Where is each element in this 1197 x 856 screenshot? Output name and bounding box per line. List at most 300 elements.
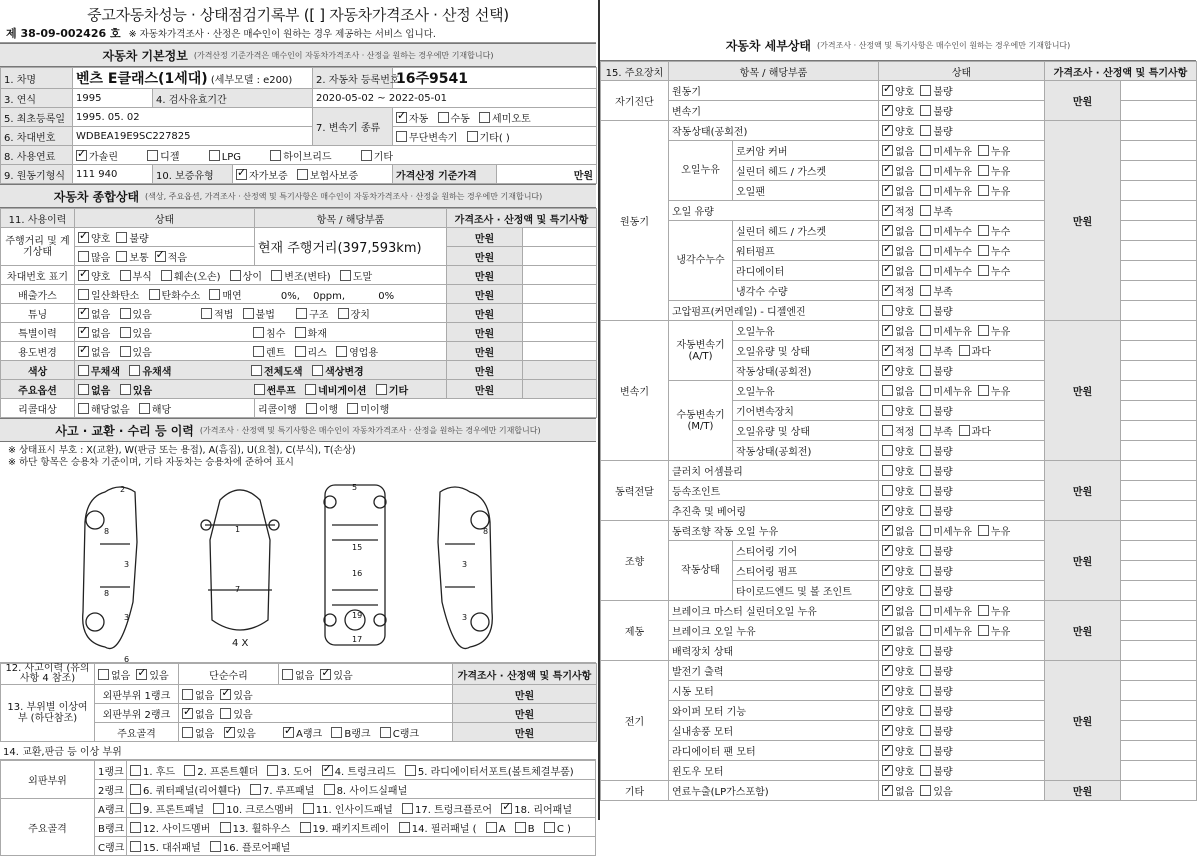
- vin-mark-damage[interactable]: 훼손(오손): [161, 272, 220, 283]
- checkbox[interactable]: [882, 705, 893, 716]
- detail-state-option[interactable]: [920, 207, 952, 218]
- detail-state-option[interactable]: [920, 747, 952, 758]
- frame-rank-c[interactable]: C랭크: [380, 729, 419, 740]
- pillar-c[interactable]: C ): [544, 824, 571, 835]
- checkbox[interactable]: [882, 145, 893, 156]
- recall-done[interactable]: 이행: [306, 405, 338, 416]
- tuning-device[interactable]: 장치: [338, 310, 370, 321]
- detail-state-option[interactable]: [978, 387, 1010, 398]
- vin-mark-altered[interactable]: 변조(변타): [271, 272, 330, 283]
- trans-opt-semi[interactable]: 세미오토: [479, 114, 531, 125]
- checkbox[interactable]: [920, 425, 931, 436]
- part-side-sill[interactable]: 8. 사이드실패널: [324, 786, 408, 797]
- detail-state-option[interactable]: [882, 427, 914, 438]
- checkbox[interactable]: [920, 385, 931, 396]
- detail-state-option[interactable]: [920, 347, 952, 358]
- detail-remark: [1121, 81, 1197, 101]
- use-change-none[interactable]: ✓ 없음: [78, 348, 110, 359]
- odo-opt-good[interactable]: ✓양호: [78, 234, 110, 245]
- detail-state-option[interactable]: [882, 527, 914, 538]
- checkbox[interactable]: [920, 365, 931, 376]
- checkbox[interactable]: [882, 325, 893, 336]
- checkbox[interactable]: [920, 625, 931, 636]
- color-change[interactable]: 색상변경: [312, 367, 364, 378]
- detail-sub-label: 작동상태: [669, 541, 733, 601]
- inspection-label: 4. 검사유효기간: [153, 89, 313, 108]
- outer1-none[interactable]: 없음: [182, 691, 214, 702]
- detail-state-option[interactable]: [920, 507, 952, 518]
- fuel-opt-diesel[interactable]: 디젤: [147, 152, 179, 163]
- detail-state-option[interactable]: [978, 247, 1010, 258]
- use-change-opts: [75, 342, 447, 361]
- checkbox[interactable]: [882, 345, 893, 356]
- detail-state-option[interactable]: [978, 607, 1010, 618]
- detail-state-option[interactable]: [920, 427, 952, 438]
- detail-state-option[interactable]: [920, 227, 972, 238]
- frame-price: 만원: [453, 723, 597, 742]
- detail-state-option[interactable]: [920, 687, 952, 698]
- detail-state-option[interactable]: [959, 427, 991, 438]
- checkbox[interactable]: [978, 605, 989, 616]
- use-change-lease[interactable]: 리스: [295, 348, 327, 359]
- color-achromatic[interactable]: 무채색: [78, 367, 120, 378]
- part-wheel-house[interactable]: 13. 휠하우스: [220, 824, 291, 835]
- checkbox[interactable]: [920, 205, 931, 216]
- detail-sub-label: 오일누유: [669, 141, 733, 201]
- part-roof-panel[interactable]: 7. 루프패널: [250, 786, 314, 797]
- detail-state-options: [879, 761, 1045, 781]
- checkbox[interactable]: [882, 425, 893, 436]
- part-hood[interactable]: 1. 후드: [130, 767, 175, 778]
- checkbox[interactable]: [920, 445, 931, 456]
- detail-state-option[interactable]: [959, 347, 991, 358]
- checkbox[interactable]: [978, 145, 989, 156]
- simple-none[interactable]: 없음: [282, 671, 314, 682]
- part-trunk-floor[interactable]: 17. 트렁크플로어: [402, 805, 492, 816]
- checkbox[interactable]: [882, 665, 893, 676]
- checkbox[interactable]: [920, 645, 931, 656]
- detail-state-option[interactable]: [920, 407, 952, 418]
- car-under-view: [324, 485, 386, 645]
- vin-mark-painted[interactable]: 도말: [340, 272, 372, 283]
- detail-state-option[interactable]: [978, 187, 1010, 198]
- frame-rank-b[interactable]: B랭크: [331, 729, 370, 740]
- detail-state-option[interactable]: [882, 767, 914, 778]
- checkbox[interactable]: [978, 245, 989, 256]
- outer-label: 외판부위: [1, 761, 95, 799]
- tuning-illegal[interactable]: 불법: [243, 310, 275, 321]
- fuel-opt-hybrid[interactable]: 하이브리드: [270, 152, 331, 163]
- checkbox[interactable]: [920, 585, 931, 596]
- detail-state-option[interactable]: [882, 207, 914, 218]
- basic-info-header: [0, 43, 596, 67]
- checkbox[interactable]: [959, 345, 970, 356]
- fuel-opt-other[interactable]: 기타: [361, 152, 393, 163]
- checkbox[interactable]: [882, 485, 893, 496]
- recall-not-done[interactable]: 미이행: [347, 405, 389, 416]
- detail-state-option[interactable]: [882, 687, 914, 698]
- checkbox[interactable]: [920, 125, 931, 136]
- checkbox[interactable]: [978, 525, 989, 536]
- trans-opt-cvt[interactable]: 무단변속기: [396, 133, 457, 144]
- detail-state-option[interactable]: [882, 87, 914, 98]
- detail-state-option[interactable]: [978, 327, 1010, 338]
- detail-state-option[interactable]: [882, 507, 914, 518]
- checkbox[interactable]: [920, 225, 931, 236]
- checkbox[interactable]: [920, 85, 931, 96]
- vin-mark-diff[interactable]: 상이: [230, 272, 262, 283]
- checkbox[interactable]: [882, 165, 893, 176]
- detail-state-option[interactable]: [920, 547, 952, 558]
- checkbox[interactable]: [882, 265, 893, 276]
- option-navigation[interactable]: 네비게이션: [305, 386, 366, 397]
- detail-state-option[interactable]: [920, 727, 952, 738]
- part-cross-member[interactable]: 10. 크로스멤버: [213, 805, 293, 816]
- detail-state-option[interactable]: [882, 727, 914, 738]
- odo-opt-many[interactable]: 많음: [78, 253, 110, 264]
- checkbox[interactable]: [920, 165, 931, 176]
- detail-remark: [1121, 181, 1197, 201]
- color-chromatic[interactable]: 유채색: [129, 367, 171, 378]
- checkbox[interactable]: [882, 565, 893, 576]
- vin-mark-good[interactable]: ✓ 양호: [78, 272, 110, 283]
- special-fire[interactable]: 화재: [295, 329, 327, 340]
- outer1-price: 만원: [453, 685, 597, 704]
- detail-state-option[interactable]: [882, 707, 914, 718]
- checkbox[interactable]: [882, 525, 893, 536]
- warranty-opt-self[interactable]: ✓ 자가보증: [236, 171, 288, 182]
- checkbox[interactable]: [882, 605, 893, 616]
- detail-state-option[interactable]: [882, 667, 914, 678]
- checkbox[interactable]: [920, 545, 931, 556]
- detail-state-option[interactable]: [920, 447, 952, 458]
- checkbox[interactable]: [882, 745, 893, 756]
- checkbox[interactable]: [882, 545, 893, 556]
- tuning-none[interactable]: ✓ 없음: [78, 310, 110, 321]
- detail-item-label: 스티어링 펌프: [733, 561, 879, 581]
- detail-state-option[interactable]: [920, 607, 972, 618]
- detail-state-option[interactable]: [882, 107, 914, 118]
- detail-state-option[interactable]: [978, 167, 1010, 178]
- part-inside-panel[interactable]: 11. 인사이드패널: [303, 805, 393, 816]
- detail-sub-label: 자동변속기 (A/T): [669, 321, 733, 381]
- detail-row: [601, 781, 1197, 801]
- checkbox[interactable]: [920, 465, 931, 476]
- option-label: 양호: [895, 747, 915, 758]
- checkbox[interactable]: [978, 265, 989, 276]
- checkbox[interactable]: [882, 725, 893, 736]
- detail-state-option[interactable]: [920, 707, 952, 718]
- detail-price: 만원: [1045, 121, 1121, 321]
- recall-yes[interactable]: 해당: [139, 405, 171, 416]
- detail-state-option[interactable]: [920, 267, 972, 278]
- frame-yes[interactable]: ✓ 있음: [224, 729, 256, 740]
- checkbox[interactable]: [882, 205, 893, 216]
- checkbox[interactable]: [920, 305, 931, 316]
- odo-opt-bad[interactable]: 불량: [116, 234, 148, 245]
- special-flood[interactable]: 침수: [253, 329, 285, 340]
- detail-state-options: [879, 421, 1045, 441]
- checkbox[interactable]: [882, 185, 893, 196]
- use-change-yes[interactable]: 있음: [120, 348, 152, 359]
- checkbox[interactable]: [920, 145, 931, 156]
- checkbox[interactable]: [882, 105, 893, 116]
- checkbox[interactable]: [882, 685, 893, 696]
- detail-state-option[interactable]: [920, 527, 972, 538]
- detail-state-option[interactable]: [978, 627, 1010, 638]
- checkbox[interactable]: [882, 385, 893, 396]
- rank2-items: [127, 780, 596, 799]
- odo-opt-few[interactable]: ✓ 적음: [155, 253, 187, 264]
- detail-state-option[interactable]: [882, 547, 914, 558]
- checkbox[interactable]: [920, 665, 931, 676]
- detail-state-option[interactable]: [882, 627, 914, 638]
- detail-state-option[interactable]: [920, 767, 952, 778]
- detail-state-option[interactable]: [882, 587, 914, 598]
- checkbox[interactable]: [920, 745, 931, 756]
- special-yes[interactable]: 있음: [120, 329, 152, 340]
- detail-state-option[interactable]: [882, 267, 914, 278]
- detail-state-option[interactable]: [920, 127, 952, 138]
- checkbox[interactable]: [920, 185, 931, 196]
- checkbox[interactable]: [920, 345, 931, 356]
- checkbox[interactable]: [882, 465, 893, 476]
- tuning-legal[interactable]: 적법: [201, 310, 233, 321]
- option-label: 불량: [933, 727, 953, 738]
- checkbox[interactable]: [882, 645, 893, 656]
- checkbox[interactable]: [920, 325, 931, 336]
- checkbox[interactable]: [920, 265, 931, 276]
- frame-rank-a[interactable]: ✓ A랭크: [283, 729, 322, 740]
- detail-state-option[interactable]: [882, 607, 914, 618]
- tuning-yes[interactable]: 있음: [120, 310, 152, 321]
- overall-note: (색상, 주요옵션, 가격조사 · 산정액 및 특기사항은 매수인이 자동차가격조사 · 산정을 원하는 경우에만 기재합니다): [145, 191, 543, 201]
- detail-remark: [1121, 141, 1197, 161]
- detail-row: [601, 121, 1197, 141]
- detail-state-option[interactable]: [920, 287, 952, 298]
- option-other[interactable]: 기타: [376, 386, 408, 397]
- checkbox[interactable]: [920, 685, 931, 696]
- checkbox[interactable]: [978, 165, 989, 176]
- warranty-opt-insurer[interactable]: 보험사보증: [297, 171, 358, 182]
- checkbox[interactable]: [920, 525, 931, 536]
- checkbox[interactable]: [882, 585, 893, 596]
- detail-state-option[interactable]: [882, 167, 914, 178]
- detail-state-option[interactable]: [978, 267, 1010, 278]
- emission-co[interactable]: 일산화탄소: [78, 291, 139, 302]
- option-yes[interactable]: 있음: [120, 386, 152, 397]
- detail-state-option[interactable]: [920, 587, 952, 598]
- part-rear-panel[interactable]: ✓ 18. 리어패널: [501, 805, 572, 816]
- outer1-yes[interactable]: ✓ 있음: [220, 691, 252, 702]
- fuel-opt-gasoline[interactable]: ✓ 가솔린: [76, 152, 118, 163]
- detail-state-option[interactable]: [920, 387, 972, 398]
- checkbox[interactable]: [978, 185, 989, 196]
- option-label: 누수: [990, 267, 1011, 278]
- checkbox[interactable]: [920, 405, 931, 416]
- detail-state-option[interactable]: [882, 307, 914, 318]
- pillar-a[interactable]: A: [486, 824, 506, 835]
- accident-title: 사고 · 교환 · 수리 등 이력: [55, 423, 194, 438]
- option-label: 양호: [895, 367, 915, 378]
- checkbox[interactable]: [882, 125, 893, 136]
- vin: WDBEA19E9SC227825: [73, 127, 313, 146]
- detail-state-option[interactable]: [882, 747, 914, 758]
- detail-state-option[interactable]: [920, 787, 952, 798]
- detail-state-option[interactable]: [882, 147, 914, 158]
- emission-val-co: 0%,: [280, 290, 300, 302]
- emission-hc[interactable]: 탄화수소: [149, 291, 201, 302]
- part-package-tray[interactable]: 19. 패키지트레이: [300, 824, 390, 835]
- detail-state-option[interactable]: [920, 147, 972, 158]
- checkbox[interactable]: [978, 225, 989, 236]
- checkbox[interactable]: [882, 625, 893, 636]
- detail-row: [601, 81, 1197, 101]
- detail-state-option[interactable]: [882, 387, 914, 398]
- checkbox[interactable]: [959, 425, 970, 436]
- detail-item-label: 실린더 헤드 / 가스켓: [733, 161, 879, 181]
- part-trunk-lid[interactable]: ✓ 4. 트렁크리드: [322, 767, 396, 778]
- checkbox[interactable]: [978, 325, 989, 336]
- detail-state-option[interactable]: [920, 247, 972, 258]
- special-none[interactable]: ✓ 없음: [78, 329, 110, 340]
- option-label: 있음: [933, 787, 953, 798]
- checkbox[interactable]: [882, 285, 893, 296]
- detail-state-option[interactable]: [920, 667, 952, 678]
- part-floor-panel[interactable]: 16. 플로어패널: [210, 843, 290, 854]
- option-sunroof[interactable]: 썬루프: [254, 386, 296, 397]
- checkbox[interactable]: [882, 225, 893, 236]
- option-label: 주요옵션: [1, 380, 75, 399]
- checkbox[interactable]: [882, 785, 893, 796]
- part-radiator-support[interactable]: 5. 라디에이터서포트(볼트체결부품): [405, 767, 574, 778]
- detail-state-option[interactable]: [920, 87, 952, 98]
- detail-state-option[interactable]: [882, 647, 914, 658]
- detail-state-option[interactable]: [882, 467, 914, 478]
- checkbox[interactable]: [920, 705, 931, 716]
- detail-state-option[interactable]: [978, 227, 1010, 238]
- detail-state-option[interactable]: [920, 307, 952, 318]
- detail-state-option[interactable]: [920, 187, 972, 198]
- detail-state-option[interactable]: [882, 327, 914, 338]
- detail-state-option[interactable]: [920, 467, 952, 478]
- acc-none[interactable]: 없음: [98, 671, 130, 682]
- vin-mark-rust[interactable]: 부식: [120, 272, 152, 283]
- part-side-member[interactable]: 12. 사이드멤버: [130, 824, 210, 835]
- detail-state-option[interactable]: [882, 247, 914, 258]
- detail-state-option[interactable]: [882, 567, 914, 578]
- detail-state-option[interactable]: [882, 347, 914, 358]
- detail-state-option[interactable]: [882, 487, 914, 498]
- detail-state-option[interactable]: [978, 147, 1010, 158]
- checkbox[interactable]: [920, 105, 931, 116]
- detail-note: (가격조사 · 산정액 및 특기사항은 매수인이 원하는 경우에만 기재합니다): [817, 40, 1071, 50]
- checkbox[interactable]: [882, 505, 893, 516]
- tuning-structure[interactable]: 구조: [296, 310, 328, 321]
- outer2-yes[interactable]: 있음: [220, 710, 252, 721]
- part-front-panel[interactable]: 9. 프론트패널: [130, 805, 204, 816]
- option-label: 없음: [895, 627, 915, 638]
- detail-state-option[interactable]: [920, 107, 952, 118]
- part-quarter-panel[interactable]: 6. 쿼터패널(리어휀다): [130, 786, 241, 797]
- pillar-b[interactable]: B: [515, 824, 535, 835]
- detail-state-option[interactable]: [882, 187, 914, 198]
- part-front-fender[interactable]: 2. 프론트휀더: [184, 767, 258, 778]
- detail-state-option[interactable]: [882, 407, 914, 418]
- detail-state-option[interactable]: [920, 627, 972, 638]
- checkbox[interactable]: [978, 385, 989, 396]
- option-label: 없음: [895, 247, 915, 258]
- part-dash-panel[interactable]: 15. 대쉬패널: [130, 843, 201, 854]
- special-label: 특별이력: [1, 323, 75, 342]
- part-door[interactable]: 3. 도어: [267, 767, 312, 778]
- checkbox[interactable]: [882, 85, 893, 96]
- trans-opt-auto[interactable]: ✓자동: [396, 114, 428, 125]
- use-change-rent[interactable]: 렌트: [253, 348, 285, 359]
- frame-none[interactable]: 없음: [182, 729, 214, 740]
- trans-opt-manual[interactable]: 수동: [438, 114, 470, 125]
- checkbox[interactable]: [920, 485, 931, 496]
- checkbox[interactable]: [920, 785, 931, 796]
- detail-state-option[interactable]: [882, 367, 914, 378]
- detail-state-option[interactable]: [882, 227, 914, 238]
- detail-state-option[interactable]: [920, 367, 952, 378]
- checkbox[interactable]: [920, 565, 931, 576]
- color-fullpaint[interactable]: 전체도색: [251, 367, 303, 378]
- trans-opt-other[interactable]: 기타( ): [467, 133, 510, 144]
- detail-state-option[interactable]: [882, 787, 914, 798]
- detail-state-option[interactable]: [920, 327, 972, 338]
- detail-state-option[interactable]: [882, 127, 914, 138]
- checkbox[interactable]: [882, 365, 893, 376]
- checkbox[interactable]: [882, 765, 893, 776]
- odo-opt-normal[interactable]: 보통: [116, 253, 148, 264]
- part-pillar-panel[interactable]: 14. 필러패널 (: [399, 824, 477, 835]
- detail-item-label: 윈도우 모터: [669, 761, 879, 781]
- checkbox[interactable]: [882, 445, 893, 456]
- detail-state-option[interactable]: [882, 287, 914, 298]
- simple-yes[interactable]: ✓ 있음: [320, 671, 352, 682]
- detail-row: [601, 601, 1197, 621]
- detail-state-option[interactable]: [882, 447, 914, 458]
- detail-state-option[interactable]: [920, 167, 972, 178]
- option-label: 없음: [895, 147, 915, 158]
- checkbox[interactable]: [882, 405, 893, 416]
- outer2-none[interactable]: ✓ 없음: [182, 710, 214, 721]
- checkbox[interactable]: [882, 305, 893, 316]
- checkbox[interactable]: [920, 505, 931, 516]
- detail-state-option[interactable]: [978, 527, 1010, 538]
- checkbox[interactable]: [978, 625, 989, 636]
- checkbox[interactable]: [920, 285, 931, 296]
- checkbox[interactable]: [920, 245, 931, 256]
- detail-state-option[interactable]: [920, 567, 952, 578]
- recall-none[interactable]: 해당없음: [78, 405, 130, 416]
- emission-smoke[interactable]: 매연: [209, 291, 241, 302]
- fuel-opt-lpg[interactable]: LPG: [209, 152, 241, 163]
- checkbox[interactable]: [920, 765, 931, 776]
- checkbox[interactable]: [920, 725, 931, 736]
- detail-state-option[interactable]: [920, 647, 952, 658]
- checkbox[interactable]: [920, 605, 931, 616]
- year-label: 3. 연식: [1, 89, 73, 108]
- use-change-business[interactable]: 영업용: [336, 348, 378, 359]
- option-none[interactable]: 없음: [78, 386, 110, 397]
- checkbox[interactable]: [882, 245, 893, 256]
- use-change-label: 용도변경: [1, 342, 75, 361]
- acc-yes[interactable]: ✓ 있음: [136, 671, 168, 682]
- detail-state-option[interactable]: [920, 487, 952, 498]
